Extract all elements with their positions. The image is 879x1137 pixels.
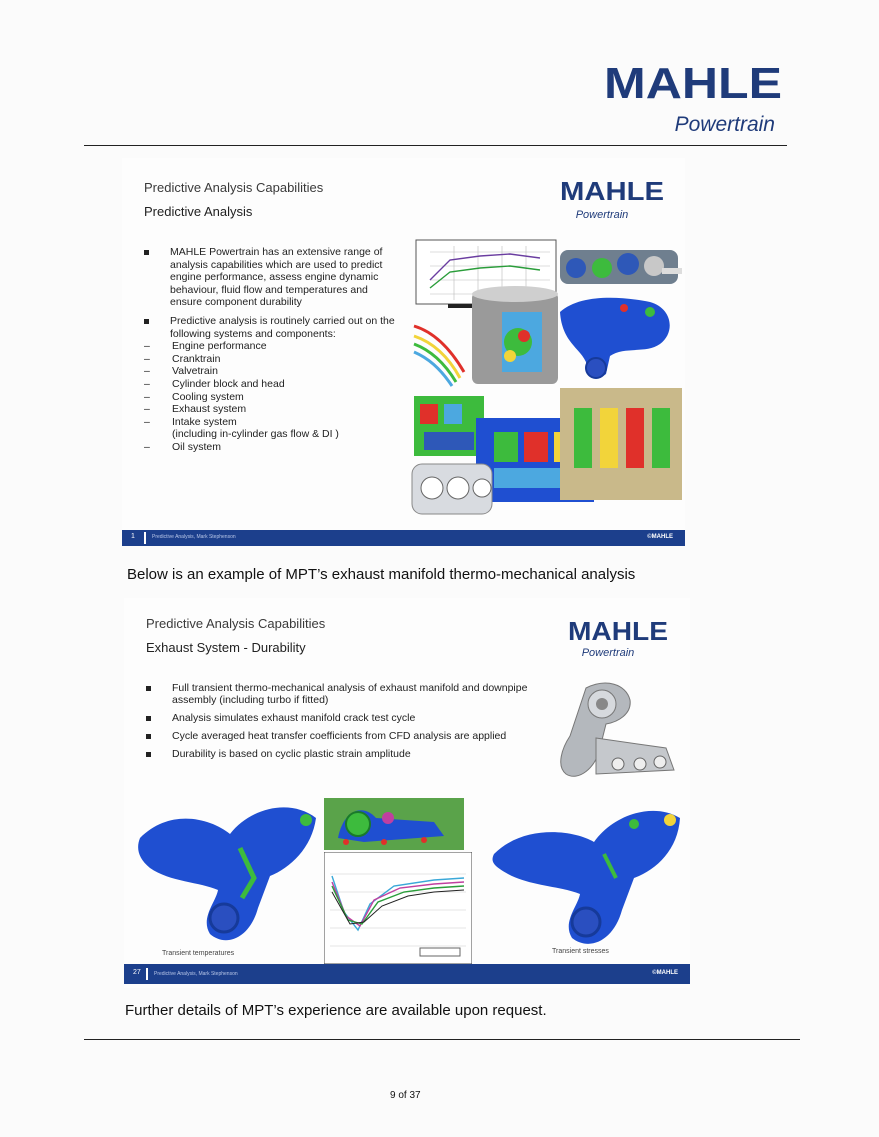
transient-temperatures-image — [130, 798, 320, 948]
footer-rule — [84, 1039, 800, 1040]
header-logo-subtitle: Powertrain — [674, 113, 775, 136]
slide1-sub-item: – Oil system — [142, 441, 398, 454]
slide1-footer — [122, 530, 685, 546]
slide2-title: Predictive Analysis Capabilities — [146, 616, 326, 631]
slide1-sub-item-text: Intake system — [172, 415, 237, 428]
slide2-bullet-text: Full transient thermo-mechanical analysis of exhaust manifold and downpipe assembly (including turbo if fitted) — [172, 682, 528, 706]
header-rule — [84, 145, 787, 146]
slide2-footer-number: 27 — [133, 969, 141, 976]
slide-exhaust-durability — [124, 598, 690, 988]
slide2-bullet-text: Analysis simulates exhaust manifold crack test cycle — [172, 712, 416, 724]
strain-plot-image — [324, 852, 472, 964]
slide1-sub-item: – Cylinder block and head — [142, 378, 398, 391]
transient-stresses-image — [484, 794, 684, 954]
slide2-logo-text: MAHLE — [568, 618, 668, 642]
slide2-bullet — [144, 682, 564, 706]
slide2-footer-caption: Predictive Analysis, Mark Stephenson — [154, 971, 238, 977]
caption-transient-stresses: Transient stresses — [552, 948, 609, 955]
slide1-bullet-list — [142, 246, 398, 454]
manifold-cad-image — [556, 678, 686, 798]
slide2-bullet-text: Durability is based on cyclic plastic strain amplitude — [172, 748, 411, 760]
bullet-square-icon — [144, 250, 149, 255]
slide1-sub-item: – Cooling system — [142, 391, 398, 404]
turbo-assembly-image — [324, 798, 464, 850]
cooling-system-image — [560, 388, 682, 500]
slide1-intake-note: (including in-cylinder gas flow & DI ) — [172, 428, 339, 441]
slide1-analysis-collage — [410, 232, 685, 528]
slide2-bullet — [144, 748, 564, 760]
page-number: 9 of 37 — [390, 1090, 421, 1101]
slide2-bullet — [144, 712, 564, 724]
cylinder-head-image — [414, 396, 484, 456]
bullet-square-icon — [146, 716, 151, 721]
slide1-logo — [560, 178, 664, 202]
slide1-footer-brand: ©MAHLE — [647, 534, 673, 540]
in-cylinder-cfd-image — [472, 286, 558, 384]
bullet-square-icon — [146, 686, 151, 691]
slide2-footer — [124, 964, 690, 984]
slide2-bullet — [144, 730, 564, 742]
valvetrain-image — [414, 326, 464, 386]
head-gasket-image — [412, 464, 492, 514]
slide2-logo — [568, 618, 668, 642]
slide2-logo-subtitle: Powertrain — [581, 647, 635, 659]
slide1-sub-item: – Cranktrain — [142, 353, 398, 366]
slide1-logo-subtitle: Powertrain — [575, 209, 629, 221]
slide1-footer-caption: Predictive Analysis, Mark Stephenson — [152, 534, 236, 540]
bullet-square-icon — [144, 319, 149, 324]
slide1-title: Predictive Analysis Capabilities — [144, 180, 324, 195]
caption-exhaust-example: Below is an example of MPT’s exhaust manifold thermo-mechanical analysis — [127, 566, 636, 583]
bullet-square-icon — [146, 752, 151, 757]
exhaust-manifold-image — [560, 298, 670, 378]
caption-transient-temperatures: Transient temperatures — [162, 950, 235, 957]
slide1-bullet — [142, 246, 398, 309]
slide1-logo-text: MAHLE — [560, 178, 664, 202]
slide1-subtitle: Predictive Analysis — [144, 204, 253, 219]
slide1-footer-number: 1 — [131, 533, 135, 540]
slide1-bullet-text: MAHLE Powertrain has an extensive range of analysis capabilities which are used to predict engine performance, assess engine dynamic behaviour, fluid flow and temperatures and ensure component durability — [170, 246, 383, 309]
slide1-footer-divider — [144, 532, 146, 544]
slide1-sub-item: – Engine performance — [142, 340, 398, 353]
caption-further-details: Further details of MPT’s experience are available upon request. — [125, 1002, 547, 1019]
slide1-sub-item: – Valvetrain — [142, 365, 398, 378]
header-logo — [604, 60, 782, 102]
cranktrain-image — [560, 250, 682, 284]
slide1-sub-item — [142, 416, 398, 441]
slide2-footer-brand: ©MAHLE — [652, 970, 678, 976]
slide-predictive-analysis — [122, 158, 685, 546]
slide2-bullet-list — [144, 682, 564, 760]
slide1-sublist — [142, 340, 398, 453]
slide2-bullet-text: Cycle averaged heat transfer coefficients from CFD analysis are applied — [172, 730, 507, 742]
slide2-footer-divider — [146, 968, 148, 980]
header-logo-text: MAHLE — [604, 60, 782, 102]
slide2-subtitle: Exhaust System - Durability — [146, 640, 306, 655]
bullet-square-icon — [146, 734, 151, 739]
slide1-sub-item: – Exhaust system — [142, 403, 398, 416]
slide1-bullet-text: Predictive analysis is routinely carried out on the following systems and components: — [170, 314, 395, 340]
slide1-bullet — [142, 315, 398, 454]
